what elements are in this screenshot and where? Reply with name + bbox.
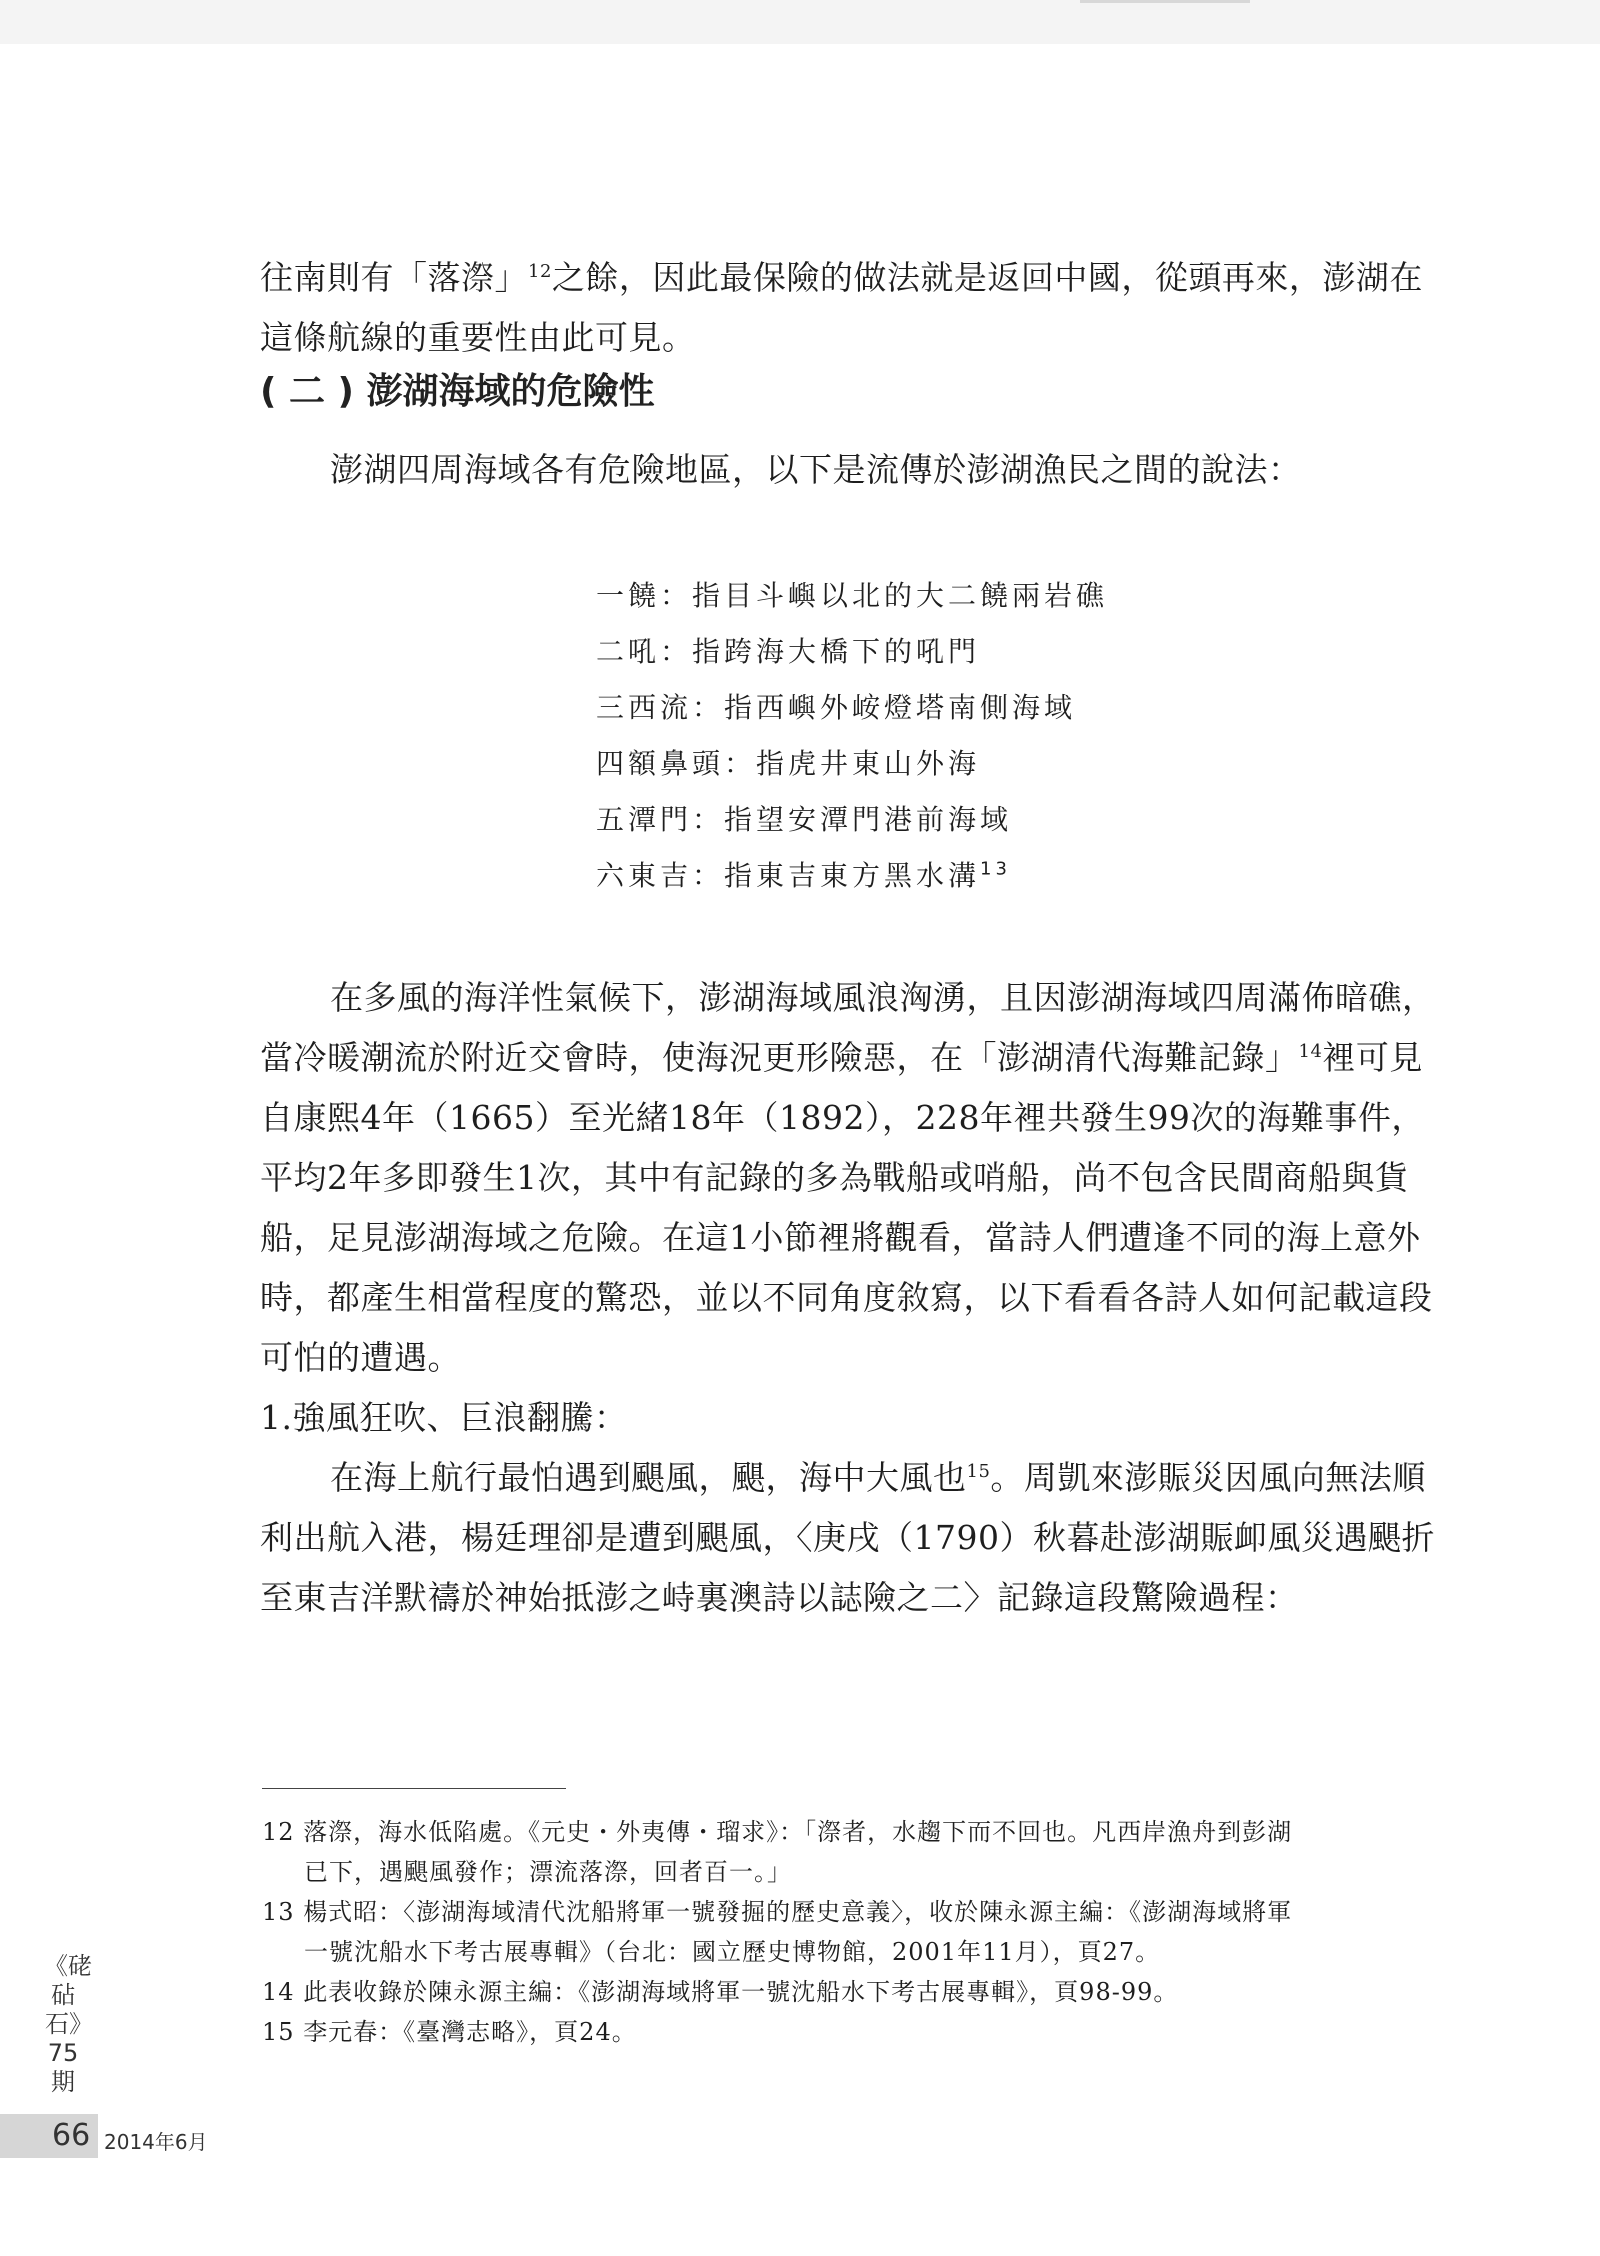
section-lead-text: 澎湖四周海域各有危險地區，以下是流傳於澎湖漁民之間的說法： bbox=[330, 450, 1302, 489]
hazard-list bbox=[596, 568, 1108, 904]
footnote-ref-14[interactable]: 14 bbox=[1298, 1041, 1323, 1062]
paragraph-1 bbox=[260, 968, 1450, 1388]
footnote-text-continued: 已下，遇颶風發作；漂流落漈，回者百一。」 bbox=[304, 1858, 792, 1886]
publication-title: 《硓砧石》75期 bbox=[44, 1952, 92, 2096]
section-heading: ( 二 ) 澎湖海域的危險性 bbox=[260, 371, 655, 412]
hazard-item bbox=[596, 848, 1108, 904]
intro-line2: 這條航線的重要性由此可見。 bbox=[260, 318, 696, 357]
main-paragraph bbox=[260, 968, 1450, 1628]
paragraph-1-a: 在多風的海洋性氣候下，澎湖海域風浪洶湧，且因澎湖海域四周滿佈暗礁，當冷暖潮流於附近交會時，使海況更形險惡，在「澎湖清代海難記錄」 bbox=[260, 978, 1436, 1077]
hazard-item: 二吼：指跨海大橋下的吼門 bbox=[596, 635, 981, 668]
footnote-14 bbox=[262, 1972, 1462, 2012]
footnote-text: 落漈，海水低陷處。《元史・外夷傳・瑠求》：「漈者，水趨下而不回也。凡西岸漁舟到彭湖 bbox=[303, 1818, 1293, 1846]
hazard-item: 三西流：指西嶼外峖燈塔南側海域 bbox=[596, 691, 1077, 724]
footnote-15 bbox=[262, 2012, 1462, 2052]
paragraph-2 bbox=[260, 1448, 1450, 1628]
footnote-number: 15 bbox=[262, 2018, 295, 2046]
footnotes bbox=[262, 1812, 1462, 2052]
hazard-item: 五潭門：指望安潭門港前海域 bbox=[596, 803, 1013, 836]
page-number: 66 bbox=[52, 2118, 91, 2153]
intro-line1-b: 之餘，因此最保險的做法就是返回中國，從頭再來，澎湖在 bbox=[551, 258, 1423, 297]
footnote-text: 楊式昭：〈澎湖海域清代沈船將軍一號發掘的歷史意義〉，收於陳永源主編：《澎湖海域將軍 bbox=[303, 1898, 1293, 1926]
footnote-number: 13 bbox=[262, 1898, 295, 1926]
paragraph-2-b: 。周凱來澎賑災因風向無法順利出航入港，楊廷理卻是遭到颶風，〈庚戌（1790）秋暮赴澎湖賑卹風災遇颶折至東吉洋默禱於神始抵澎之峙裏澳詩以誌險之二〉記錄這段驚險過程： bbox=[260, 1458, 1435, 1617]
paragraph-2-a: 在海上航行最怕遇到颶風，颶，海中大風也 bbox=[330, 1458, 967, 1497]
intro-paragraph bbox=[260, 248, 1450, 368]
footnote-text: 此表收錄於陳永源主編：《澎湖海域將軍一號沈船水下考古展專輯》，頁98-99。 bbox=[303, 1978, 1179, 2006]
issue-date: 2014年6月 bbox=[104, 2130, 208, 2154]
footnote-ref-15[interactable]: 15 bbox=[966, 1461, 991, 1482]
footnote-13 bbox=[262, 1892, 1462, 1972]
footnote-text-continued: 一號沈船水下考古展專輯》（台北：國立歷史博物館，2001年11月），頁27。 bbox=[304, 1938, 1161, 1966]
footnote-ref-12[interactable]: 12 bbox=[528, 261, 552, 282]
section-lead bbox=[260, 440, 1450, 500]
page-top-rule bbox=[1080, 0, 1250, 3]
hazard-item-text: 六東吉：指東吉東方黑水溝 bbox=[596, 859, 981, 892]
footnote-text: 李元春：《臺灣志略》，頁24。 bbox=[303, 2018, 637, 2046]
intro-line1-a: 往南則有「落漈」 bbox=[260, 258, 528, 297]
footnote-ref-13[interactable]: 13 bbox=[980, 858, 1011, 880]
hazard-item: 四額鼻頭：指虎井東山外海 bbox=[596, 747, 981, 780]
subheading-typhoon: 1.強風狂吹、巨浪翻騰： bbox=[260, 1398, 628, 1437]
footnote-12 bbox=[262, 1812, 1462, 1892]
footnote-number: 12 bbox=[262, 1818, 295, 1846]
page-top-band bbox=[0, 0, 1600, 44]
footnote-divider bbox=[262, 1788, 566, 1789]
hazard-item: 一饒：指目斗嶼以北的大二饒兩岩礁 bbox=[596, 579, 1109, 612]
footnote-number: 14 bbox=[262, 1978, 295, 2006]
paragraph-1-b: 裡可見自康熙4年（1665）至光緒18年（1892），228年裡共發生99次的海難事件，平均2年多即發生1次，其中有記錄的多為戰船或哨船，尚不包含民間商船與貨船，足見澎湖海域之危險。在這1小節裡將觀看，當詩人們遭逢不同的海上意外時，都產生相當程度的驚恐，並以不同角度敘寫，以下看看各詩人如何記載這段可怕的遭遇。 bbox=[260, 1038, 1433, 1377]
